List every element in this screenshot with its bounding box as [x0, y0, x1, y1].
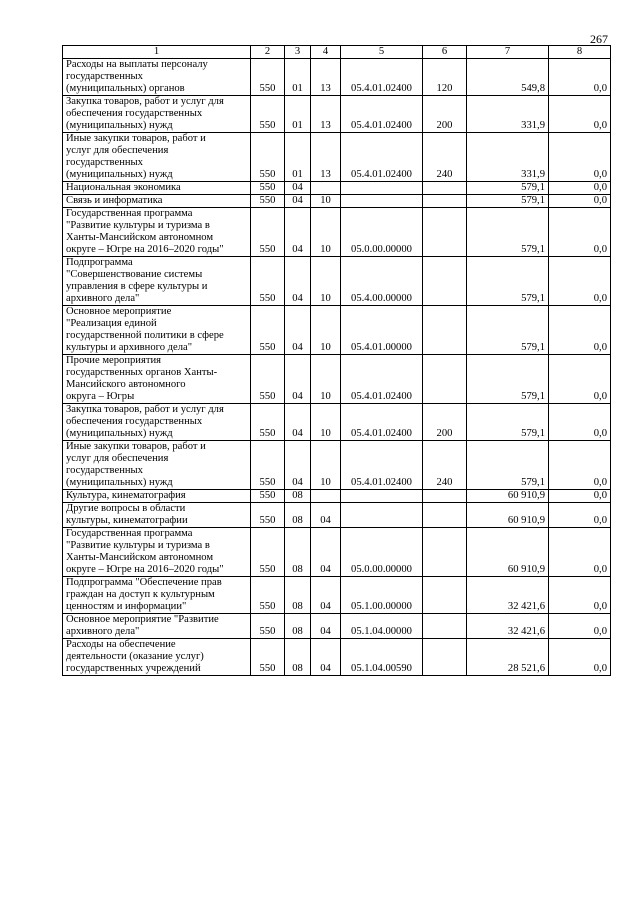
amount-cell: 579,1 [467, 195, 549, 208]
subsection-cell: 04 [311, 639, 341, 676]
target-article-cell: 05.4.01.00000 [341, 306, 423, 355]
amount-2-cell: 0,0 [549, 306, 611, 355]
table-row [63, 441, 611, 490]
section-cell: 04 [285, 208, 311, 257]
section-cell: 04 [285, 257, 311, 306]
section-cell: 01 [285, 59, 311, 96]
expense-type-cell: 200 [423, 404, 467, 441]
target-article-cell: 05.4.01.02400 [341, 441, 423, 490]
target-article-cell: 05.1.04.00590 [341, 639, 423, 676]
row-name-cell: Основное мероприятие "Развитие архивного дела" [63, 614, 251, 639]
section-cell: 08 [285, 490, 311, 503]
header-row [63, 46, 611, 59]
amount-cell: 32 421,6 [467, 614, 549, 639]
amount-cell: 579,1 [467, 208, 549, 257]
target-article-cell: 05.4.01.02400 [341, 96, 423, 133]
subsection-cell: 10 [311, 208, 341, 257]
expense-type-cell [423, 306, 467, 355]
subsection-cell: 04 [311, 528, 341, 577]
amount-cell: 32 421,6 [467, 577, 549, 614]
row-name-cell: Закупка товаров, работ и услуг для обеспечения государственных (муниципальных) нужд [63, 96, 251, 133]
section-cell: 04 [285, 306, 311, 355]
amount-cell: 579,1 [467, 404, 549, 441]
amount-2-cell: 0,0 [549, 208, 611, 257]
target-article-cell: 05.4.01.02400 [341, 59, 423, 96]
page-number: 267 [590, 32, 608, 46]
expense-type-cell [423, 614, 467, 639]
subsection-cell: 10 [311, 355, 341, 404]
expense-type-cell: 200 [423, 96, 467, 133]
subsection-cell: 10 [311, 441, 341, 490]
expense-type-cell [423, 490, 467, 503]
subsection-cell: 10 [311, 306, 341, 355]
column-header: 8 [549, 46, 611, 59]
table-row [63, 133, 611, 182]
expense-type-cell [423, 528, 467, 577]
section-cell: 08 [285, 639, 311, 676]
row-name-cell: Прочие мероприятия государственных органов Ханты- Мансийского автономного округа – Югры [63, 355, 251, 404]
row-name-cell: Другие вопросы в области культуры, кинематографии [63, 503, 251, 528]
row-name-cell: Связь и информатика [63, 195, 251, 208]
amount-2-cell: 0,0 [549, 528, 611, 577]
amount-2-cell: 0,0 [549, 490, 611, 503]
section-cell: 08 [285, 577, 311, 614]
subsection-cell [311, 490, 341, 503]
expense-type-cell: 120 [423, 59, 467, 96]
row-name-cell: Государственная программа "Развитие культуры и туризма в Ханты-Мансийском автономном округе – Югре на 2016–2020 годы" [63, 208, 251, 257]
target-article-cell [341, 182, 423, 195]
amount-cell: 579,1 [467, 441, 549, 490]
budget-table [62, 45, 611, 676]
row-name-cell: Иные закупки товаров, работ и услуг для обеспечения государственных (муниципальных) нужд [63, 133, 251, 182]
expense-type-cell [423, 195, 467, 208]
amount-2-cell: 0,0 [549, 639, 611, 676]
amount-cell: 331,9 [467, 133, 549, 182]
column-header: 3 [285, 46, 311, 59]
amount-2-cell: 0,0 [549, 96, 611, 133]
code-admin-cell: 550 [251, 195, 285, 208]
subsection-cell: 13 [311, 96, 341, 133]
amount-2-cell: 0,0 [549, 182, 611, 195]
expense-type-cell: 240 [423, 441, 467, 490]
code-admin-cell: 550 [251, 133, 285, 182]
column-header: 7 [467, 46, 549, 59]
subsection-cell: 10 [311, 195, 341, 208]
target-article-cell [341, 195, 423, 208]
code-admin-cell: 550 [251, 503, 285, 528]
target-article-cell: 05.0.00.00000 [341, 528, 423, 577]
table-row [63, 59, 611, 96]
table-row [63, 208, 611, 257]
amount-2-cell: 0,0 [549, 355, 611, 404]
table-row [63, 404, 611, 441]
expense-type-cell [423, 503, 467, 528]
row-name-cell: Иные закупки товаров, работ и услуг для обеспечения государственных (муниципальных) нужд [63, 441, 251, 490]
table-row [63, 306, 611, 355]
expense-type-cell [423, 577, 467, 614]
target-article-cell [341, 503, 423, 528]
amount-2-cell: 0,0 [549, 404, 611, 441]
section-cell: 01 [285, 96, 311, 133]
section-cell: 04 [285, 404, 311, 441]
section-cell: 04 [285, 195, 311, 208]
expense-type-cell [423, 639, 467, 676]
section-cell: 08 [285, 528, 311, 577]
column-header: 2 [251, 46, 285, 59]
column-header: 1 [63, 46, 251, 59]
column-header: 5 [341, 46, 423, 59]
code-admin-cell: 550 [251, 59, 285, 96]
amount-cell: 331,9 [467, 96, 549, 133]
target-article-cell: 05.1.04.00000 [341, 614, 423, 639]
amount-2-cell: 0,0 [549, 195, 611, 208]
subsection-cell: 13 [311, 133, 341, 182]
row-name-cell: Подпрограмма "Совершенствование системы управления в сфере культуры и архивного дела" [63, 257, 251, 306]
subsection-cell: 10 [311, 257, 341, 306]
code-admin-cell: 550 [251, 528, 285, 577]
code-admin-cell: 550 [251, 306, 285, 355]
table-row [63, 195, 611, 208]
target-article-cell: 05.4.01.02400 [341, 404, 423, 441]
table-row [63, 355, 611, 404]
table-row [63, 528, 611, 577]
table-row [63, 182, 611, 195]
target-article-cell: 05.4.01.02400 [341, 133, 423, 182]
amount-cell: 579,1 [467, 355, 549, 404]
target-article-cell: 05.0.00.00000 [341, 208, 423, 257]
section-cell: 08 [285, 503, 311, 528]
row-name-cell: Культура, кинематография [63, 490, 251, 503]
target-article-cell: 05.4.01.02400 [341, 355, 423, 404]
amount-2-cell: 0,0 [549, 59, 611, 96]
amount-cell: 60 910,9 [467, 528, 549, 577]
amount-cell: 579,1 [467, 306, 549, 355]
subsection-cell [311, 182, 341, 195]
table-row [63, 614, 611, 639]
row-name-cell: Национальная экономика [63, 182, 251, 195]
amount-2-cell: 0,0 [549, 257, 611, 306]
subsection-cell: 04 [311, 577, 341, 614]
section-cell: 04 [285, 355, 311, 404]
code-admin-cell: 550 [251, 182, 285, 195]
code-admin-cell: 550 [251, 614, 285, 639]
subsection-cell: 04 [311, 614, 341, 639]
table-row [63, 257, 611, 306]
section-cell: 04 [285, 441, 311, 490]
amount-cell: 60 910,9 [467, 490, 549, 503]
table-body [63, 59, 611, 676]
table-row [63, 577, 611, 614]
code-admin-cell: 550 [251, 96, 285, 133]
row-name-cell: Расходы на обеспечение деятельности (оказание услуг) государственных учреждений [63, 639, 251, 676]
section-cell: 01 [285, 133, 311, 182]
code-admin-cell: 550 [251, 257, 285, 306]
target-article-cell: 05.1.00.00000 [341, 577, 423, 614]
amount-2-cell: 0,0 [549, 577, 611, 614]
expense-type-cell [423, 257, 467, 306]
amount-cell: 579,1 [467, 182, 549, 195]
section-cell: 04 [285, 182, 311, 195]
code-admin-cell: 550 [251, 404, 285, 441]
column-header: 6 [423, 46, 467, 59]
expense-type-cell [423, 208, 467, 257]
table-row [63, 503, 611, 528]
target-article-cell [341, 490, 423, 503]
row-name-cell: Расходы на выплаты персоналу государственных (муниципальных) органов [63, 59, 251, 96]
amount-2-cell: 0,0 [549, 614, 611, 639]
amount-2-cell: 0,0 [549, 441, 611, 490]
table-row [63, 639, 611, 676]
expense-type-cell: 240 [423, 133, 467, 182]
code-admin-cell: 550 [251, 441, 285, 490]
target-article-cell: 05.4.00.00000 [341, 257, 423, 306]
amount-cell: 579,1 [467, 257, 549, 306]
code-admin-cell: 550 [251, 639, 285, 676]
code-admin-cell: 550 [251, 577, 285, 614]
subsection-cell: 04 [311, 503, 341, 528]
row-name-cell: Основное мероприятие "Реализация единой государственной политики в сфере культуры и архивного дела" [63, 306, 251, 355]
code-admin-cell: 550 [251, 208, 285, 257]
table-row [63, 490, 611, 503]
section-cell: 08 [285, 614, 311, 639]
amount-2-cell: 0,0 [549, 133, 611, 182]
row-name-cell: Государственная программа "Развитие культуры и туризма в Ханты-Мансийском автономном округе – Югре на 2016–2020 годы" [63, 528, 251, 577]
amount-cell: 549,8 [467, 59, 549, 96]
amount-cell: 28 521,6 [467, 639, 549, 676]
expense-type-cell [423, 182, 467, 195]
amount-2-cell: 0,0 [549, 503, 611, 528]
row-name-cell: Закупка товаров, работ и услуг для обеспечения государственных (муниципальных) нужд [63, 404, 251, 441]
code-admin-cell: 550 [251, 355, 285, 404]
amount-cell: 60 910,9 [467, 503, 549, 528]
column-header: 4 [311, 46, 341, 59]
subsection-cell: 10 [311, 404, 341, 441]
subsection-cell: 13 [311, 59, 341, 96]
table-row [63, 96, 611, 133]
row-name-cell: Подпрограмма "Обеспечение прав граждан на доступ к культурным ценностям и информации" [63, 577, 251, 614]
expense-type-cell [423, 355, 467, 404]
code-admin-cell: 550 [251, 490, 285, 503]
